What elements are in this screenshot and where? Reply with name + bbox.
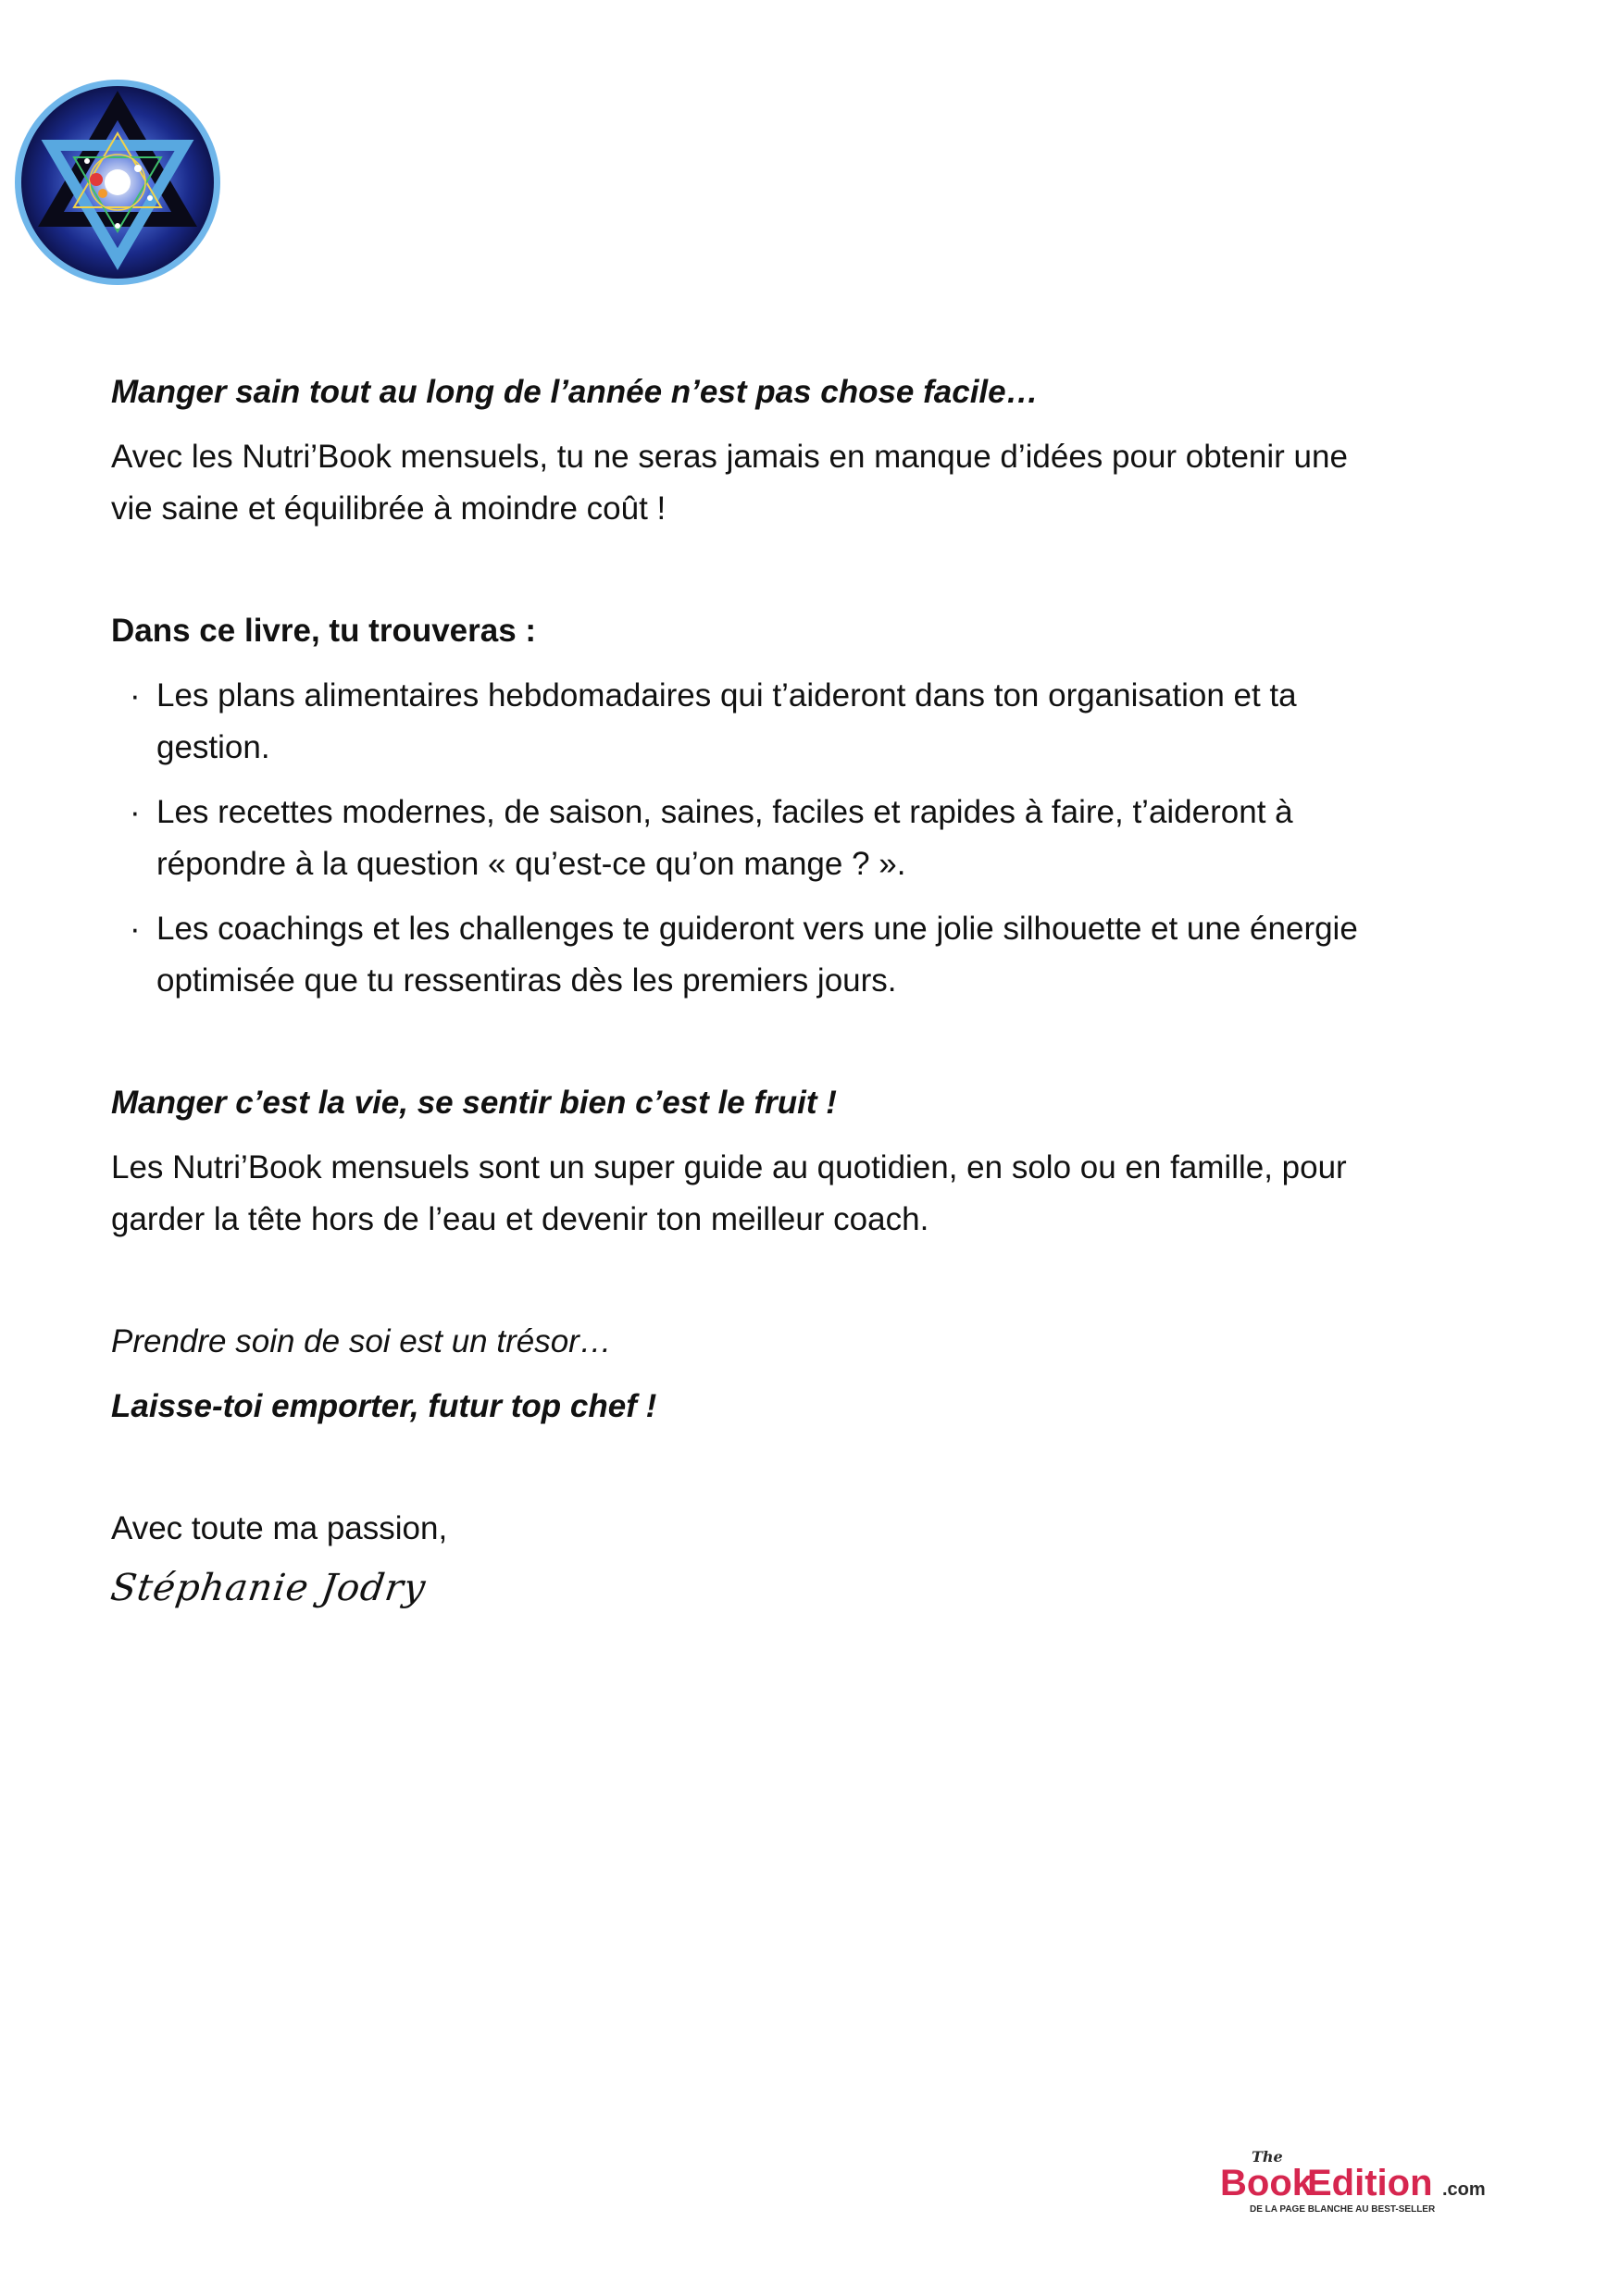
closing-call-to-action: Laisse-toi emporter, futur top chef ! xyxy=(111,1388,657,1424)
sacred-geometry-logo xyxy=(13,78,222,287)
bullet-icon: · xyxy=(130,794,141,830)
motto-paragraph: Les Nutri’Book mensuels sont un super guide au quotidien, en solo ou en famille, pour garder la tête hors de l’eau et devenir ton meilleur coach. xyxy=(111,1149,1347,1237)
features-heading: Dans ce livre, tu trouveras : xyxy=(111,613,537,649)
publisher-name-book: Book xyxy=(1220,2163,1313,2203)
salutation: Avec toute ma passion, xyxy=(111,1510,448,1546)
closing-line: Prendre soin de soi est un trésor… xyxy=(111,1323,612,1359)
list-item xyxy=(111,670,1370,774)
features-list xyxy=(111,670,1370,1007)
back-cover-text xyxy=(107,366,1370,1616)
publisher-logo xyxy=(1220,2145,1498,2219)
list-item xyxy=(111,787,1370,890)
list-item-text: Les plans alimentaires hebdomadaires qui t’aideront dans ton organisation et ta gestion. xyxy=(156,677,1297,765)
motto-heading: Manger c’est la vie, se sentir bien c’est le fruit ! xyxy=(111,1085,837,1121)
list-item xyxy=(111,903,1370,1007)
star-emblem-icon xyxy=(13,78,222,287)
publisher-name-edition: Edition xyxy=(1307,2163,1433,2203)
intro-paragraph: Avec les Nutri’Book mensuels, tu ne seras jamais en manque d’idées pour obtenir une vie saine et équilibrée à moindre coût ! xyxy=(111,439,1348,527)
publisher-tagline: DE LA PAGE BLANCHE AU BEST-SELLER xyxy=(1250,2204,1436,2215)
intro-heading: Manger sain tout au long de l’année n’est pas chose facile… xyxy=(111,374,1039,410)
list-item-text: Les recettes modernes, de saison, saines, faciles et rapides à faire, t’aideront à répondre à la question « qu’est-ce qu’on mange ? ». xyxy=(156,794,1293,882)
bookedition-logo-icon xyxy=(1220,2145,1498,2219)
bullet-icon: · xyxy=(130,677,141,714)
list-item-text: Les coachings et les challenges te guideront vers une jolie silhouette et une énergie optimisée que tu ressentiras dès les premiers jours. xyxy=(156,911,1358,999)
publisher-the: The xyxy=(1252,2148,1283,2166)
bullet-icon: · xyxy=(130,911,141,947)
author-signature: Stéphanie Jodry xyxy=(107,1567,429,1609)
publisher-domain: .com xyxy=(1442,2179,1486,2200)
